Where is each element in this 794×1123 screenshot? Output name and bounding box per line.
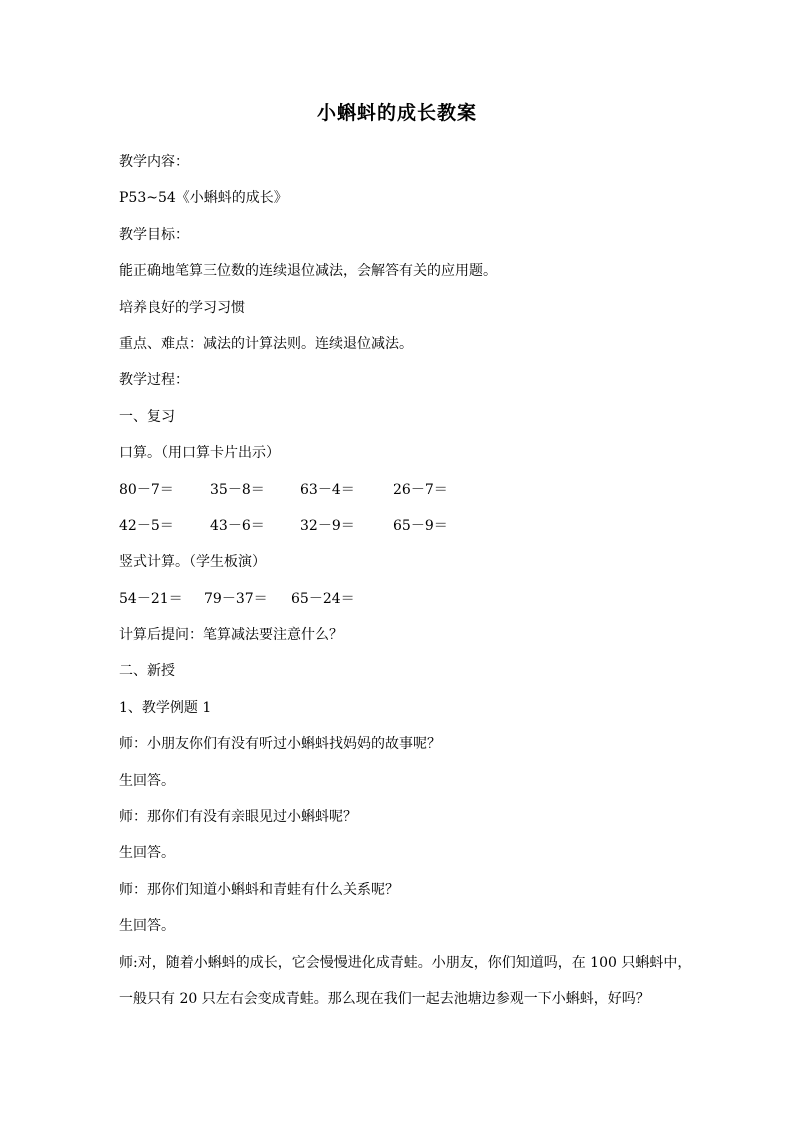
goal-1: 能正确地笔算三位数的连续退位减法，会解答有关的应用题。 [119, 263, 497, 280]
vertical-calc-item: 65－24＝ [291, 590, 355, 607]
oral-calc-item: 65－9＝ [393, 517, 448, 534]
teaching-goals-label: 教学目标： [119, 226, 189, 243]
vertical-calc-item: 54－21＝ [119, 590, 183, 607]
oral-calc-row-2 [119, 512, 679, 548]
question-after-calc: 计算后提问：笔算减法要注意什么？ [119, 627, 343, 644]
oral-calc-item: 32－9＝ [300, 517, 355, 534]
vertical-calc-label: 竖式计算。（学生板演） [119, 554, 266, 571]
teaching-content: P53~54《小蝌蚪的成长》 [119, 190, 288, 207]
vertical-calc-row [119, 585, 679, 621]
example-1-heading: 1、教学例题 1 [119, 699, 212, 716]
dialogue-line: 生回答。 [119, 918, 175, 935]
vertical-calc-item: 79－37＝ [204, 590, 268, 607]
dialogue-line: 师:对，随着小蝌蚪的成长，它会慢慢进化成青蛙。小朋友，你们知道吗，在 100 只蝌蚪中， [119, 954, 692, 971]
dialogue-line: 生回答。 [119, 845, 175, 862]
document-body [119, 148, 692, 1021]
document-title: 小蝌蚪的成长教案 [316, 102, 477, 124]
dialogue-line: 一般只有 20 只左右会变成青蛙。那么现在我们一起去池塘边参观一下小蝌蚪，好吗？ [119, 990, 650, 1007]
goal-2: 培养良好的学习习惯 [119, 299, 245, 316]
dialogue-line: 师：小朋友你们有没有听过小蝌蚪找妈妈的故事呢？ [119, 736, 441, 753]
dialogue-line: 生回答。 [119, 772, 175, 789]
oral-calc-item: 80－7＝ [119, 481, 174, 498]
key-points: 重点、难点：减法的计算法则。连续退位减法。 [119, 335, 413, 352]
oral-calc-row-1 [119, 476, 679, 512]
oral-calc-item: 43－6＝ [210, 517, 265, 534]
new-lesson-heading: 二、新授 [119, 663, 175, 680]
process-label: 教学过程： [119, 372, 189, 389]
oral-calc-item: 42－5＝ [119, 517, 174, 534]
oral-calc-label: 口算。（用口算卡片出示） [119, 445, 280, 462]
dialogue-line: 师：那你们知道小蝌蚪和青蛙有什么关系呢？ [119, 881, 399, 898]
oral-calc-item: 35－8＝ [210, 481, 265, 498]
oral-calc-item: 63－4＝ [300, 481, 355, 498]
oral-calc-item: 26－7＝ [393, 481, 448, 498]
teaching-content-label: 教学内容： [119, 154, 189, 170]
review-heading: 一、复习 [119, 408, 175, 425]
dialogue-line: 师：那你们有没有亲眼见过小蝌蚪呢？ [119, 809, 357, 826]
